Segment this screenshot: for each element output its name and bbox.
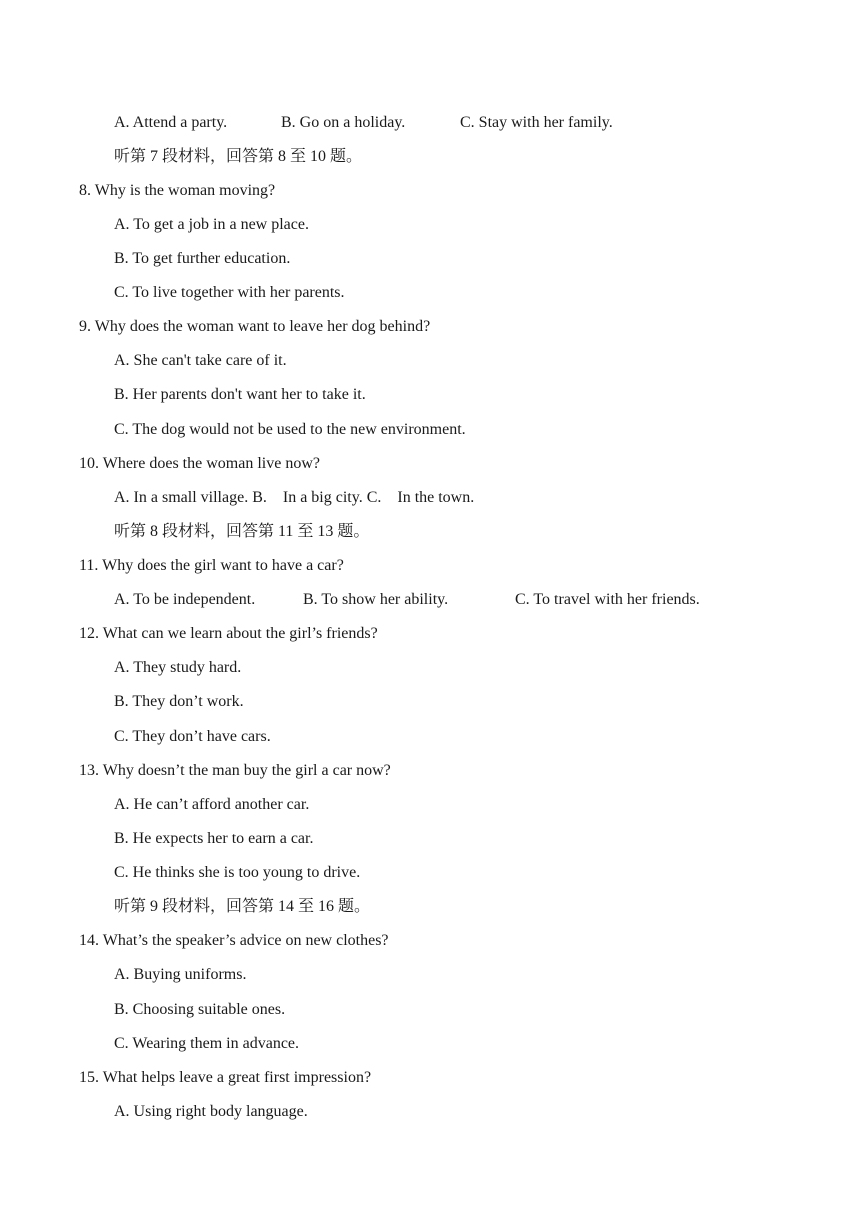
question-9-option-b: B. Her parents don't want her to take it. (114, 386, 366, 403)
question-11-option-c: C. To travel with her friends. (515, 591, 700, 608)
question-11-option-b: B. To show her ability. (303, 591, 449, 608)
question-13: 13. Why doesn’t the man buy the girl a car now? (79, 762, 391, 779)
option-c: C. Stay with her family. (460, 114, 613, 131)
question-9: 9. Why does the woman want to leave her dog behind? (79, 318, 431, 335)
question-9-option-a: A. She can't take care of it. (114, 352, 287, 369)
option-a: A. Attend a party. (114, 114, 228, 131)
question-13-option-c: C. He thinks she is too young to drive. (114, 864, 361, 881)
question-13-option-a: A. He can’t afford another car. (114, 796, 310, 813)
question-14-option-a: A. Buying uniforms. (114, 966, 247, 983)
question-14-option-c: C. Wearing them in advance. (114, 1035, 300, 1052)
question-11-options-row (0, 590, 868, 610)
question-8-option-a: A. To get a job in a new place. (114, 216, 309, 233)
question-14: 14. What’s the speaker’s advice on new clothes? (79, 932, 389, 949)
question-15-option-a: A. Using right body language. (114, 1103, 308, 1120)
question-8: 8. Why is the woman moving? (79, 182, 276, 199)
question-12-option-b: B. They don’t work. (114, 693, 244, 710)
question-8-option-b: B. To get further education. (114, 250, 291, 267)
question-12-option-c: C. They don’t have cars. (114, 728, 271, 745)
section-7-instruction: 听第 7 段材料，回答第 8 至 10 题。 (114, 148, 363, 165)
option-b: B. Go on a holiday. (281, 114, 406, 131)
question-12: 12. What can we learn about the girl’s friends? (79, 625, 378, 642)
question-10-options: A. In a small village. B. In a big city. C. In the town. (114, 489, 475, 506)
question-11: 11. Why does the girl want to have a car? (79, 557, 344, 574)
question-14-option-b: B. Choosing suitable ones. (114, 1001, 286, 1018)
section-8-instruction: 听第 8 段材料，回答第 11 至 13 题。 (114, 523, 370, 540)
question-12-option-a: A. They study hard. (114, 659, 242, 676)
question-15: 15. What helps leave a great first impression? (79, 1069, 372, 1086)
question-13-option-b: B. He expects her to earn a car. (114, 830, 314, 847)
question-7-options-row (0, 113, 868, 133)
section-9-instruction: 听第 9 段材料，回答第 14 至 16 题。 (114, 898, 371, 915)
question-10: 10. Where does the woman live now? (79, 455, 320, 472)
question-9-option-c: C. The dog would not be used to the new environment. (114, 421, 466, 438)
question-8-option-c: C. To live together with her parents. (114, 284, 345, 301)
question-11-option-a: A. To be independent. (114, 591, 256, 608)
